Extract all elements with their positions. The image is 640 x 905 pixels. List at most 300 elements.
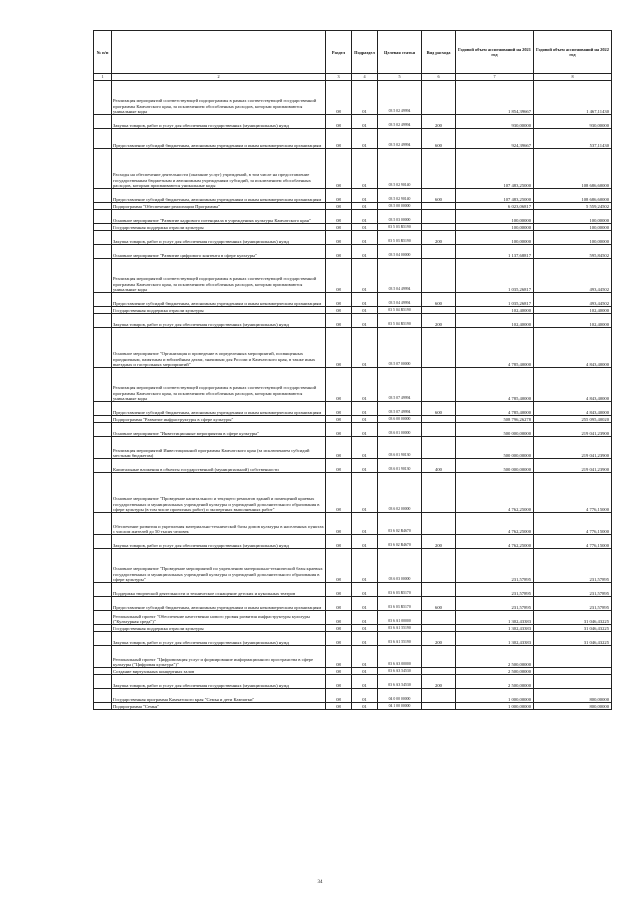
row-name-cell: Обеспечение развития и укрепления материально-технической базы домов культуры в населенных пунктах с числом жителей до 50 тысяч человек — [112, 513, 326, 535]
row-num-cell — [94, 149, 112, 189]
row-2022-cell — [534, 668, 612, 675]
row-name-cell: Предоставление субсидий бюджетным, автономным учреждениям и иным некоммерческим организациям — [112, 597, 326, 611]
table-row — [94, 259, 612, 293]
row-expense-type-cell — [422, 513, 456, 535]
row-2022-cell: 219 041,23900 — [534, 423, 612, 437]
row-name-cell: Подпрограмма "Семья" — [112, 703, 326, 710]
row-2021-cell: 500 000,00000 — [456, 459, 534, 473]
row-2022-cell: 800,00000 — [534, 689, 612, 703]
row-num-cell — [94, 402, 112, 416]
column-index-cell: 1 — [94, 74, 112, 81]
row-name-cell: Реализация мероприятий соответствующей подпрограммы в рамках соответствующей государственной программы Камчатского края, за исключением обособленных расходов, которым присваиваются уникальные коды — [112, 81, 326, 115]
row-name-cell: Государственная поддержка отрасли культуры — [112, 625, 326, 632]
row-section-cell: 08 — [326, 224, 352, 231]
row-subsection-cell: 01 — [352, 437, 378, 459]
row-2021-cell: 231,57895 — [456, 549, 534, 583]
column-index-cell: 4 — [352, 74, 378, 81]
row-expense-type-cell — [422, 259, 456, 293]
table-row — [94, 423, 612, 437]
row-num-cell — [94, 293, 112, 307]
row-subsection-cell: 01 — [352, 189, 378, 203]
table-row — [94, 437, 612, 459]
row-section-cell: 08 — [326, 549, 352, 583]
row-num-cell — [94, 437, 112, 459]
column-index-cell: 5 — [378, 74, 422, 81]
table-row — [94, 224, 612, 231]
row-2021-cell: 508 796,26278 — [456, 416, 534, 423]
row-subsection-cell: 01 — [352, 402, 378, 416]
row-expense-type-cell: 200 — [422, 632, 456, 646]
row-target-article-cell: 03 6 A1 55190 — [378, 632, 422, 646]
row-2022-cell: 4 776,15000 — [534, 473, 612, 513]
row-subsection-cell: 01 — [352, 583, 378, 597]
row-subsection-cell: 01 — [352, 149, 378, 189]
row-name-cell: Подпрограмма "Развитие инфраструктуры в сфере культуры" — [112, 416, 326, 423]
row-2022-cell: 4 843,40000 — [534, 402, 612, 416]
row-2021-cell: 2 500,00000 — [456, 675, 534, 689]
row-subsection-cell: 01 — [352, 689, 378, 703]
row-expense-type-cell: 600 — [422, 189, 456, 203]
table-row — [94, 293, 612, 307]
col-header-target-article: Целевая статья — [378, 31, 422, 74]
row-2022-cell: 102,40000 — [534, 307, 612, 314]
row-num-cell — [94, 675, 112, 689]
row-subsection-cell: 01 — [352, 423, 378, 437]
row-section-cell: 08 — [326, 675, 352, 689]
row-name-cell: Основное мероприятие "Инвестиционные мероприятия в сфере культуры" — [112, 423, 326, 437]
row-expense-type-cell — [422, 611, 456, 625]
row-expense-type-cell: 400 — [422, 459, 456, 473]
col-header-num: № п/п — [94, 31, 112, 74]
row-section-cell: 08 — [326, 668, 352, 675]
row-num-cell — [94, 423, 112, 437]
row-target-article-cell: 03 5 04 R5190 — [378, 307, 422, 314]
row-name-cell: Расходы на обеспечение деятельности (оказание услуг) учреждений, в том числе на предоставление государственным бюджетным и автономным учреждениям субсидий, за исключением обособленных расходов, которым присваиваются уникальные коды — [112, 149, 326, 189]
row-num-cell — [94, 259, 112, 293]
row-expense-type-cell — [422, 625, 456, 632]
row-2022-cell: 4 843,40000 — [534, 328, 612, 368]
table-row — [94, 625, 612, 632]
row-name-cell: Закупка товаров, работ и услуг для обеспечения государственных (муниципальных) нужд — [112, 314, 326, 328]
row-subsection-cell: 01 — [352, 231, 378, 245]
row-target-article-cell: 03 5 07 49994 — [378, 402, 422, 416]
row-target-article-cell: 03 5 04 49994 — [378, 259, 422, 293]
row-2021-cell: 107 483,25000 — [456, 189, 534, 203]
table-row — [94, 189, 612, 203]
row-subsection-cell: 01 — [352, 328, 378, 368]
row-2022-cell: 100,00000 — [534, 210, 612, 224]
budget-page — [93, 30, 611, 710]
row-2022-cell: 100,00000 — [534, 231, 612, 245]
row-section-cell: 08 — [326, 129, 352, 149]
row-2022-cell: 219 041,23900 — [534, 437, 612, 459]
row-target-article-cell: 04 1 00 00000 — [378, 703, 422, 710]
row-num-cell — [94, 632, 112, 646]
row-subsection-cell: 01 — [352, 129, 378, 149]
row-2021-cell: 107 483,25000 — [456, 149, 534, 189]
row-num-cell — [94, 646, 112, 668]
row-name-cell: Региональный проект "Цифровизация услуг и формирование информационного пространства в сфере культуры ("Цифровая культура")" — [112, 646, 326, 668]
table-row — [94, 368, 612, 402]
row-section-cell: 08 — [326, 473, 352, 513]
row-num-cell — [94, 459, 112, 473]
table-row — [94, 549, 612, 583]
row-expense-type-cell — [422, 416, 456, 423]
row-num-cell — [94, 549, 112, 583]
row-num-cell — [94, 115, 112, 129]
row-num-cell — [94, 597, 112, 611]
table-row — [94, 231, 612, 245]
row-name-cell: Государственная поддержка отрасли культуры — [112, 224, 326, 231]
row-name-cell: Создание виртуальных концертных залов — [112, 668, 326, 675]
table-row — [94, 535, 612, 549]
row-2021-cell: 100,00000 — [456, 224, 534, 231]
row-2021-cell: 1 854,39667 — [456, 81, 534, 115]
row-expense-type-cell — [422, 549, 456, 583]
row-name-cell: Региональный проект "Обеспечение качественно нового уровня развития инфраструктуры культуры ("Культурная среда")" — [112, 611, 326, 625]
row-2022-cell: 537,11430 — [534, 129, 612, 149]
row-target-article-cell: 03 5 04 49994 — [378, 293, 422, 307]
row-num-cell — [94, 129, 112, 149]
row-section-cell: 08 — [326, 632, 352, 646]
row-2021-cell: 100,00000 — [456, 210, 534, 224]
row-subsection-cell: 01 — [352, 307, 378, 314]
row-2021-cell: 4 785,40000 — [456, 368, 534, 402]
row-2022-cell: 108 686,60000 — [534, 189, 612, 203]
row-2021-cell: 2 500,00000 — [456, 668, 534, 675]
row-expense-type-cell — [422, 245, 456, 259]
row-num-cell — [94, 583, 112, 597]
row-section-cell: 08 — [326, 149, 352, 189]
row-2021-cell: 1 302,43383 — [456, 632, 534, 646]
row-num-cell — [94, 314, 112, 328]
row-subsection-cell: 01 — [352, 203, 378, 210]
row-expense-type-cell — [422, 703, 456, 710]
row-num-cell — [94, 416, 112, 423]
row-section-cell: 08 — [326, 368, 352, 402]
row-2021-cell: 1 137,68817 — [456, 245, 534, 259]
row-2022-cell — [534, 646, 612, 668]
table-row — [94, 203, 612, 210]
table-row — [94, 632, 612, 646]
row-target-article-cell: 03 6 02 R4670 — [378, 513, 422, 535]
row-subsection-cell: 01 — [352, 611, 378, 625]
row-2022-cell: 493,44502 — [534, 293, 612, 307]
row-section-cell: 08 — [326, 115, 352, 129]
row-section-cell: 08 — [326, 259, 352, 293]
row-expense-type-cell: 200 — [422, 535, 456, 549]
row-name-cell: Государственная поддержка отрасли культуры — [112, 307, 326, 314]
table-row — [94, 597, 612, 611]
row-2022-cell: 108 686,60000 — [534, 149, 612, 189]
row-expense-type-cell — [422, 368, 456, 402]
row-section-cell: 08 — [326, 583, 352, 597]
row-2021-cell: 1 035,26817 — [456, 259, 534, 293]
row-expense-type-cell: 200 — [422, 115, 456, 129]
table-row — [94, 115, 612, 129]
row-section-cell: 08 — [326, 81, 352, 115]
row-name-cell: Закупка товаров, работ и услуг для обеспечения государственных (муниципальных) нужд — [112, 115, 326, 129]
row-2022-cell: 800,00000 — [534, 703, 612, 710]
row-expense-type-cell: 600 — [422, 129, 456, 149]
row-name-cell: Закупка товаров, работ и услуг для обеспечения государственных (муниципальных) нужд — [112, 231, 326, 245]
row-name-cell: Подпрограмма "Обеспечение реализации Программы" — [112, 203, 326, 210]
row-name-cell: Основное мероприятие "Развитие кадрового потенциала в учреждениях культуры Камчатского края" — [112, 210, 326, 224]
row-section-cell: 08 — [326, 245, 352, 259]
row-target-article-cell: 03 6 03 00000 — [378, 549, 422, 583]
row-section-cell: 08 — [326, 597, 352, 611]
row-2021-cell: 6 023,06817 — [456, 203, 534, 210]
row-subsection-cell: 01 — [352, 368, 378, 402]
row-section-cell: 08 — [326, 513, 352, 535]
row-2022-cell: 4 843,40000 — [534, 368, 612, 402]
row-target-article-cell: 03 6 03 R5170 — [378, 583, 422, 597]
row-subsection-cell: 01 — [352, 675, 378, 689]
row-subsection-cell: 01 — [352, 115, 378, 129]
row-2021-cell: 231,57895 — [456, 583, 534, 597]
row-section-cell: 08 — [326, 293, 352, 307]
row-subsection-cell: 01 — [352, 632, 378, 646]
row-subsection-cell: 01 — [352, 535, 378, 549]
table-row — [94, 459, 612, 473]
row-target-article-cell: 03 6 A3 54530 — [378, 668, 422, 675]
row-expense-type-cell — [422, 210, 456, 224]
row-section-cell: 08 — [326, 231, 352, 245]
row-num-cell — [94, 535, 112, 549]
column-index-cell: 8 — [534, 74, 612, 81]
row-section-cell: 08 — [326, 459, 352, 473]
page-number: 34 — [317, 880, 323, 885]
row-expense-type-cell — [422, 646, 456, 668]
row-target-article-cell: 03 6 01 00000 — [378, 423, 422, 437]
col-header-2022: Годовой объем ассигнований на 2022 год — [534, 31, 612, 74]
row-name-cell: Предоставление субсидий бюджетным, автономным учреждениям и иным некоммерческим организациям — [112, 293, 326, 307]
row-section-cell: 08 — [326, 437, 352, 459]
column-index-cell: 6 — [422, 74, 456, 81]
row-name-cell: Основное мероприятие "Развитие цифрового контента в сфере культуры" — [112, 245, 326, 259]
row-2022-cell: 231,57895 — [534, 597, 612, 611]
row-expense-type-cell — [422, 689, 456, 703]
row-name-cell: Предоставление субсидий бюджетным, автономным учреждениям и иным некоммерческим организациям — [112, 189, 326, 203]
row-num-cell — [94, 81, 112, 115]
row-name-cell: Основное мероприятие "Организация и проведение в определенных мероприятий, посвященных праздничным, памятным и юбилейным датам, значимым для России и Камчатского края, в также иных выездных и гастрольных мероприятий" — [112, 328, 326, 368]
row-name-cell: Государственная программа Камчатского края "Семья и дети Камчатки" — [112, 689, 326, 703]
row-2022-cell: 255 095,40020 — [534, 416, 612, 423]
row-target-article-cell: 03 5 02 49994 — [378, 81, 422, 115]
row-target-article-cell: 03 6 02 R4670 — [378, 535, 422, 549]
column-index-cell: 7 — [456, 74, 534, 81]
row-2021-cell: 2 500,00000 — [456, 646, 534, 668]
col-header-section: Раздел — [326, 31, 352, 74]
row-2022-cell: 31 046,43225 — [534, 625, 612, 632]
row-2021-cell: 4 762,25000 — [456, 535, 534, 549]
table-row — [94, 245, 612, 259]
row-subsection-cell: 01 — [352, 210, 378, 224]
row-target-article-cell: 03 6 00 00000 — [378, 416, 422, 423]
row-expense-type-cell — [422, 668, 456, 675]
row-target-article-cell: 03 5 07 00000 — [378, 328, 422, 368]
budget-table — [93, 30, 612, 710]
row-num-cell — [94, 668, 112, 675]
row-name-cell: Поддержка творческой деятельности и техническое оснащение детских и кукольных театров — [112, 583, 326, 597]
row-target-article-cell: 03 5 03 R5190 — [378, 231, 422, 245]
row-expense-type-cell — [422, 328, 456, 368]
table-row — [94, 703, 612, 710]
column-index-cell: 2 — [112, 74, 326, 81]
table-body — [94, 81, 612, 710]
row-2022-cell: 493,44502 — [534, 259, 612, 293]
row-target-article-cell: 03 6 A1 00000 — [378, 611, 422, 625]
row-num-cell — [94, 224, 112, 231]
row-2021-cell: 500 000,00000 — [456, 437, 534, 459]
row-target-article-cell: 03 6 A1 55190 — [378, 625, 422, 632]
row-2022-cell: 31 046,43225 — [534, 611, 612, 625]
row-subsection-cell: 01 — [352, 549, 378, 583]
row-expense-type-cell — [422, 203, 456, 210]
table-row — [94, 675, 612, 689]
row-section-cell: 08 — [326, 646, 352, 668]
row-target-article-cell: 03 5 00 00000 — [378, 203, 422, 210]
row-subsection-cell: 01 — [352, 473, 378, 513]
row-target-article-cell: 03 5 07 49994 — [378, 368, 422, 402]
row-section-cell: 08 — [326, 314, 352, 328]
row-num-cell — [94, 328, 112, 368]
table-row — [94, 668, 612, 675]
column-index-row — [94, 74, 612, 81]
table-row — [94, 689, 612, 703]
row-2022-cell: 231,57895 — [534, 549, 612, 583]
row-2021-cell: 102,40000 — [456, 307, 534, 314]
row-num-cell — [94, 611, 112, 625]
table-row — [94, 646, 612, 668]
row-name-cell: Реализация мероприятий Инвестиционной программы Камчатского края (за исключением субсидий местным бюджетам) — [112, 437, 326, 459]
row-2021-cell: 1 035,26817 — [456, 293, 534, 307]
row-2021-cell: 1 000,00000 — [456, 703, 534, 710]
row-expense-type-cell — [422, 149, 456, 189]
row-2021-cell: 4 785,40000 — [456, 328, 534, 368]
row-num-cell — [94, 513, 112, 535]
row-num-cell — [94, 473, 112, 513]
table-row — [94, 307, 612, 314]
row-target-article-cell: 03 6 03 R5170 — [378, 597, 422, 611]
row-expense-type-cell — [422, 307, 456, 314]
row-target-article-cell: 03 5 02 90140 — [378, 189, 422, 203]
row-section-cell: 08 — [326, 416, 352, 423]
row-target-article-cell: 03 5 02 90140 — [378, 149, 422, 189]
col-header-expense-type: Вид расхода — [422, 31, 456, 74]
row-section-cell: 08 — [326, 328, 352, 368]
row-name-cell: Капитальные вложения в объекты государственной (муниципальной) собственности — [112, 459, 326, 473]
row-2021-cell: 231,57895 — [456, 597, 534, 611]
row-num-cell — [94, 245, 112, 259]
row-expense-type-cell: 200 — [422, 675, 456, 689]
table-row — [94, 473, 612, 513]
row-section-cell: 08 — [326, 625, 352, 632]
table-row — [94, 611, 612, 625]
row-name-cell: Основное мероприятие "Проведение мероприятий по укреплению материально-технической базы краевых государственных и муниципальных учреждений культуры и учреждений дополнительного образования в сфере культуры" — [112, 549, 326, 583]
row-subsection-cell: 01 — [352, 513, 378, 535]
row-2022-cell — [534, 675, 612, 689]
table-row — [94, 583, 612, 597]
row-2022-cell: 930,00000 — [534, 115, 612, 129]
row-expense-type-cell: 200 — [422, 231, 456, 245]
table-row — [94, 314, 612, 328]
table-row — [94, 328, 612, 368]
table-row — [94, 416, 612, 423]
row-2021-cell: 100,00000 — [456, 231, 534, 245]
row-name-cell: Реализация мероприятий соответствующей подпрограммы в рамках соответствующей государственной программы Камчатского края, за исключением обособленных расходов, которым присваиваются уникальные коды — [112, 259, 326, 293]
row-2021-cell: 4 762,25000 — [456, 473, 534, 513]
row-expense-type-cell: 600 — [422, 597, 456, 611]
row-subsection-cell: 01 — [352, 224, 378, 231]
row-subsection-cell: 01 — [352, 293, 378, 307]
table-row — [94, 129, 612, 149]
row-2022-cell: 4 776,15000 — [534, 535, 612, 549]
table-row — [94, 149, 612, 189]
row-2022-cell: 102,40000 — [534, 314, 612, 328]
row-expense-type-cell — [422, 473, 456, 513]
row-target-article-cell: 03 6 02 00000 — [378, 473, 422, 513]
row-2021-cell: 500 000,00000 — [456, 423, 534, 437]
row-subsection-cell: 01 — [352, 81, 378, 115]
row-name-cell: Реализация мероприятий соответствующей подпрограммы в рамках соответствующей государственной программы Камчатского края, за исключением обособленных расходов, которым присваиваются уникальные коды — [112, 368, 326, 402]
col-header-subsection: Подраздел — [352, 31, 378, 74]
row-expense-type-cell — [422, 437, 456, 459]
row-num-cell — [94, 625, 112, 632]
row-expense-type-cell: 200 — [422, 314, 456, 328]
row-name-cell: Предоставление субсидий бюджетным, автономным учреждениям и иным некоммерческим организациям — [112, 129, 326, 149]
row-name-cell: Предоставление субсидий бюджетным, автономным учреждениям и иным некоммерческим организациям — [112, 402, 326, 416]
row-2022-cell: 595,84502 — [534, 245, 612, 259]
row-name-cell: Закупка товаров, работ и услуг для обеспечения государственных (муниципальных) нужд — [112, 535, 326, 549]
row-expense-type-cell — [422, 583, 456, 597]
row-expense-type-cell — [422, 423, 456, 437]
row-target-article-cell: 04 0 00 00000 — [378, 689, 422, 703]
row-target-article-cell: 03 5 03 00000 — [378, 210, 422, 224]
row-2021-cell: 102,40000 — [456, 314, 534, 328]
row-num-cell — [94, 368, 112, 402]
row-subsection-cell: 01 — [352, 625, 378, 632]
row-subsection-cell: 01 — [352, 668, 378, 675]
row-target-article-cell: 03 6 01 90130 — [378, 437, 422, 459]
col-header-name — [112, 31, 326, 74]
row-expense-type-cell — [422, 81, 456, 115]
row-num-cell — [94, 703, 112, 710]
row-2021-cell: 924,39667 — [456, 129, 534, 149]
row-target-article-cell: 03 5 02 49994 — [378, 129, 422, 149]
row-expense-type-cell: 600 — [422, 293, 456, 307]
row-num-cell — [94, 203, 112, 210]
row-name-cell: Основное мероприятие "Проведение капитального и текущего ремонтов зданий и помещений краевых государственных и муниципальных учреждений культуры и учреждений дополнительного образования в сфере культуры (в том числе проектных работ) и экспертных выполненных работ" — [112, 473, 326, 513]
table-row — [94, 210, 612, 224]
row-num-cell — [94, 689, 112, 703]
row-subsection-cell: 01 — [352, 416, 378, 423]
row-section-cell: 08 — [326, 189, 352, 203]
row-2021-cell: 4 785,40000 — [456, 402, 534, 416]
row-subsection-cell: 01 — [352, 646, 378, 668]
row-2021-cell: 1 000,00000 — [456, 689, 534, 703]
row-section-cell: 08 — [326, 210, 352, 224]
row-name-cell: Закупка товаров, работ и услуг для обеспечения государственных (муниципальных) нужд — [112, 632, 326, 646]
row-section-cell: 08 — [326, 307, 352, 314]
row-section-cell: 08 — [326, 402, 352, 416]
row-subsection-cell: 01 — [352, 703, 378, 710]
row-2021-cell: 1 302,43383 — [456, 611, 534, 625]
table-header-row — [94, 31, 612, 74]
row-2022-cell: 5 559,24502 — [534, 203, 612, 210]
row-target-article-cell: 03 5 02 49994 — [378, 115, 422, 129]
row-subsection-cell: 01 — [352, 259, 378, 293]
